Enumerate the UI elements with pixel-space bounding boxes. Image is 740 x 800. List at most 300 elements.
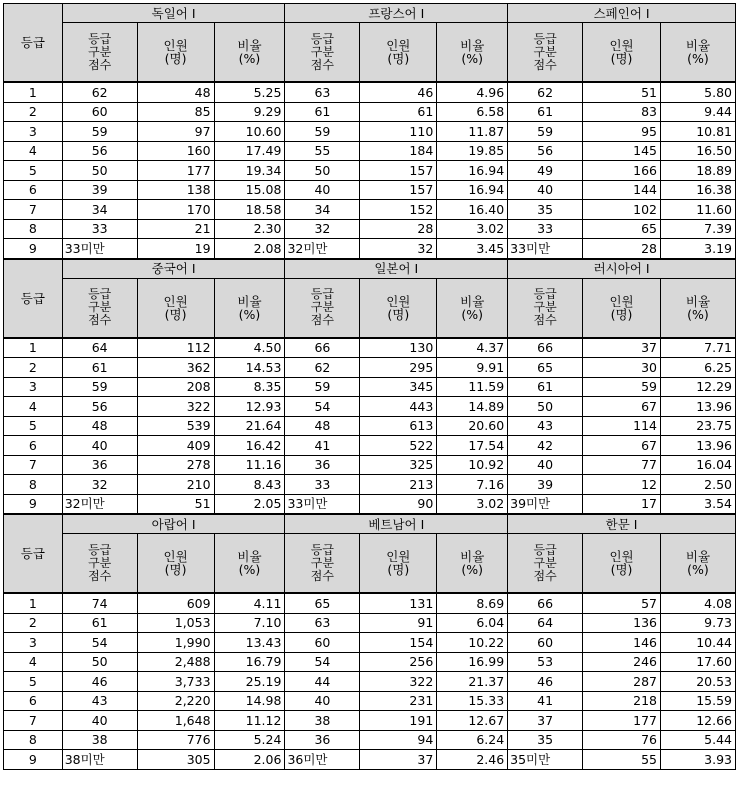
count-cell: 28: [360, 219, 437, 239]
ratio-cell: 3.02: [437, 219, 508, 239]
count-header: [360, 23, 437, 83]
score-cell: 39: [508, 475, 583, 495]
ratio-cell: 16.94: [437, 180, 508, 200]
score-cell: 35: [508, 730, 583, 750]
table-row: [4, 122, 736, 142]
grade-cell: 6: [4, 691, 63, 711]
count-cell: 136: [583, 613, 661, 633]
grade-cell: 1: [4, 338, 63, 358]
ratio-cell: 17.49: [214, 141, 285, 161]
score-cutoff-header: [285, 534, 360, 594]
ratio-cell: 9.29: [214, 102, 285, 122]
count-header-line: 인원: [609, 38, 634, 53]
grade-cell: 7: [4, 455, 63, 475]
count-cell: 613: [360, 416, 437, 436]
ratio-cell: 16.99: [437, 652, 508, 672]
ratio-cell: 7.10: [214, 613, 285, 633]
ratio-cell: 6.25: [661, 358, 736, 378]
ratio-header-line: 비율: [685, 38, 711, 53]
score-cutoff-header-line: 등급: [533, 31, 557, 46]
count-header-line: 인원: [163, 293, 188, 309]
count-cell: 1,990: [137, 633, 214, 653]
score-cell: 50: [62, 652, 137, 672]
score-cell: 53: [508, 652, 583, 672]
ratio-cell: 4.11: [214, 593, 285, 613]
subject-header: 러시아어 Ⅰ: [508, 259, 736, 279]
ratio-cell: 10.81: [661, 122, 736, 142]
ratio-cell: 23.75: [661, 416, 736, 436]
ratio-cell: 4.08: [661, 593, 736, 613]
ratio-header-line: 비율: [237, 293, 262, 309]
score-cell: 32: [62, 475, 137, 495]
count-header-line: (명): [387, 562, 410, 577]
count-cell: 166: [583, 161, 661, 181]
table-row: [4, 102, 736, 122]
table-row: [4, 475, 736, 495]
count-cell: 146: [583, 633, 661, 653]
ratio-cell: 16.50: [661, 141, 736, 161]
ratio-cell: 11.60: [661, 200, 736, 220]
ratio-cell: 25.19: [214, 672, 285, 692]
grade-cell: 9: [4, 750, 63, 770]
count-cell: 144: [583, 180, 661, 200]
ratio-cell: 14.89: [437, 397, 508, 417]
score-cell: 59: [285, 122, 360, 142]
ratio-cell: 3.54: [661, 494, 736, 514]
score-cell: 39: [62, 180, 137, 200]
score-cutoff-header-line: 등급: [533, 287, 557, 301]
ratio-header: [661, 278, 736, 338]
count-header: [137, 278, 214, 338]
grade-cell: 8: [4, 219, 63, 239]
count-cell: 97: [137, 122, 214, 142]
count-cell: 231: [360, 691, 437, 711]
count-header-line: (명): [610, 562, 633, 577]
count-cell: 213: [360, 475, 437, 495]
score-cell: 37: [508, 711, 583, 731]
grade-cell: 2: [4, 102, 63, 122]
count-cell: 28: [583, 239, 661, 259]
count-cell: 210: [137, 475, 214, 495]
score-cutoff-header-line: 점수: [88, 313, 112, 327]
score-cell: 40: [62, 711, 137, 731]
score-cutoff-header-line: 구분: [88, 555, 112, 570]
count-header: [583, 23, 661, 83]
count-cell: 322: [137, 397, 214, 417]
table-row: [4, 219, 736, 239]
table-row: [4, 613, 736, 633]
ratio-cell: 18.58: [214, 200, 285, 220]
subject-header: 일본어 Ⅰ: [285, 259, 508, 279]
count-cell: 145: [583, 141, 661, 161]
score-cell: 38미만: [62, 750, 137, 770]
ratio-header-line: (%): [238, 51, 261, 66]
grade-cell: 3: [4, 633, 63, 653]
score-cell: 39미만: [508, 494, 583, 514]
score-cell: 62: [508, 82, 583, 102]
score-cell: 36: [285, 455, 360, 475]
score-cell: 59: [62, 377, 137, 397]
count-cell: 110: [360, 122, 437, 142]
score-cell: 61: [62, 613, 137, 633]
score-cell: 50: [508, 397, 583, 417]
subject-title-row: [4, 514, 736, 534]
grade-cell: 1: [4, 82, 63, 102]
grade-cell: 8: [4, 475, 63, 495]
score-cell: 33: [62, 219, 137, 239]
grade-cell: 4: [4, 141, 63, 161]
grade-cell: 7: [4, 711, 63, 731]
count-cell: 157: [360, 161, 437, 181]
score-cell: 41: [285, 436, 360, 456]
count-cell: 61: [360, 102, 437, 122]
ratio-cell: 5.25: [214, 82, 285, 102]
ratio-cell: 3.93: [661, 750, 736, 770]
table-row: [4, 750, 736, 770]
table-row: [4, 593, 736, 613]
count-cell: 152: [360, 200, 437, 220]
score-cell: 32: [285, 219, 360, 239]
count-header-line: 인원: [163, 549, 188, 564]
count-cell: 94: [360, 730, 437, 750]
score-cell: 61: [285, 102, 360, 122]
score-cutoff-header: [285, 23, 360, 83]
score-cell: 56: [62, 397, 137, 417]
ratio-cell: 7.39: [661, 219, 736, 239]
count-cell: 131: [360, 593, 437, 613]
score-cell: 36: [285, 730, 360, 750]
score-cell: 46: [62, 672, 137, 692]
score-cell: 34: [62, 200, 137, 220]
count-cell: 51: [583, 82, 661, 102]
ratio-cell: 4.50: [214, 338, 285, 358]
grade-cell: 1: [4, 593, 63, 613]
ratio-header: [437, 23, 508, 83]
ratio-cell: 16.42: [214, 436, 285, 456]
ratio-cell: 13.96: [661, 397, 736, 417]
table-row: [4, 633, 736, 653]
subject-header: 아랍어 Ⅰ: [62, 514, 285, 534]
count-cell: 609: [137, 593, 214, 613]
ratio-cell: 2.05: [214, 494, 285, 514]
count-cell: 21: [137, 219, 214, 239]
score-cutoff-header: [62, 278, 137, 338]
ratio-cell: 5.44: [661, 730, 736, 750]
score-cell: 74: [62, 593, 137, 613]
grade-cell: 9: [4, 494, 63, 514]
table-row: [4, 377, 736, 397]
count-cell: 59: [583, 377, 661, 397]
ratio-header-line: 비율: [460, 549, 485, 564]
ratio-cell: 14.53: [214, 358, 285, 378]
table-row: [4, 161, 736, 181]
score-cutoff-header: [62, 23, 137, 83]
ratio-header-line: 비율: [237, 549, 262, 564]
table-row: [4, 338, 736, 358]
ratio-cell: 21.64: [214, 416, 285, 436]
count-cell: 409: [137, 436, 214, 456]
count-cell: 325: [360, 455, 437, 475]
ratio-cell: 11.12: [214, 711, 285, 731]
count-cell: 112: [137, 338, 214, 358]
grade-cell: 5: [4, 416, 63, 436]
count-cell: 246: [583, 652, 661, 672]
ratio-cell: 10.44: [661, 633, 736, 653]
count-cell: 184: [360, 141, 437, 161]
score-cutoff-header-line: 점수: [533, 568, 557, 583]
score-cutoff-header-line: 점수: [310, 57, 334, 72]
score-cell: 35미만: [508, 750, 583, 770]
score-cutoff-header-line: 점수: [310, 313, 334, 327]
score-cutoff-header: [508, 23, 583, 83]
score-cutoff-header-line: 등급: [88, 287, 112, 301]
score-cell: 59: [62, 122, 137, 142]
count-cell: 177: [583, 711, 661, 731]
count-cell: 95: [583, 122, 661, 142]
ratio-cell: 15.59: [661, 691, 736, 711]
ratio-cell: 11.59: [437, 377, 508, 397]
score-cell: 54: [62, 633, 137, 653]
count-cell: 130: [360, 338, 437, 358]
ratio-header: [661, 534, 736, 594]
grade-cell: 5: [4, 161, 63, 181]
ratio-cell: 19.85: [437, 141, 508, 161]
ratio-header-line: (%): [687, 306, 709, 322]
ratio-cell: 20.53: [661, 672, 736, 692]
subject-header: 한문 Ⅰ: [508, 514, 736, 534]
score-cell: 66: [508, 593, 583, 613]
ratio-header-line: (%): [238, 306, 261, 322]
count-cell: 362: [137, 358, 214, 378]
subject-header: 베트남어 Ⅰ: [285, 514, 508, 534]
table-row: [4, 82, 736, 102]
count-cell: 218: [583, 691, 661, 711]
count-cell: 345: [360, 377, 437, 397]
ratio-cell: 19.34: [214, 161, 285, 181]
score-cutoff-header-line: 등급: [88, 542, 112, 557]
score-cutoff-header-line: 등급: [533, 542, 557, 557]
count-cell: 2,488: [137, 652, 214, 672]
count-header: [360, 278, 437, 338]
ratio-cell: 16.79: [214, 652, 285, 672]
ratio-cell: 5.24: [214, 730, 285, 750]
grade-column-header: 등급: [4, 514, 63, 593]
table-row: [4, 494, 736, 514]
grade-cell: 6: [4, 436, 63, 456]
score-cutoff-header-line: 등급: [310, 542, 334, 557]
score-cell: 59: [285, 377, 360, 397]
ratio-cell: 4.96: [437, 82, 508, 102]
count-cell: 91: [360, 613, 437, 633]
score-cutoff-header-line: 구분: [533, 555, 557, 570]
ratio-cell: 20.60: [437, 416, 508, 436]
count-cell: 57: [583, 593, 661, 613]
score-cell: 54: [285, 652, 360, 672]
score-cutoff-header-line: 점수: [533, 313, 557, 327]
table-row: [4, 455, 736, 475]
ratio-cell: 17.60: [661, 652, 736, 672]
ratio-header-line: 비율: [460, 38, 485, 53]
table-body: [4, 4, 736, 770]
ratio-cell: 11.87: [437, 122, 508, 142]
ratio-cell: 10.92: [437, 455, 508, 475]
ratio-header-line: 비율: [460, 293, 485, 309]
table-row: [4, 730, 736, 750]
ratio-cell: 13.43: [214, 633, 285, 653]
score-cell: 63: [285, 82, 360, 102]
ratio-cell: 12.29: [661, 377, 736, 397]
ratio-cell: 9.91: [437, 358, 508, 378]
count-cell: 170: [137, 200, 214, 220]
column-header-row: [4, 23, 736, 83]
count-cell: 208: [137, 377, 214, 397]
count-cell: 157: [360, 180, 437, 200]
score-cell: 56: [508, 141, 583, 161]
score-cell: 55: [285, 141, 360, 161]
count-header: [137, 534, 214, 594]
ratio-header: [214, 278, 285, 338]
ratio-cell: 7.16: [437, 475, 508, 495]
score-cell: 33: [285, 475, 360, 495]
count-cell: 295: [360, 358, 437, 378]
ratio-cell: 8.35: [214, 377, 285, 397]
ratio-cell: 4.37: [437, 338, 508, 358]
table-row: [4, 200, 736, 220]
score-cell: 65: [508, 358, 583, 378]
count-cell: 154: [360, 633, 437, 653]
ratio-header-line: (%): [461, 51, 484, 66]
count-header: [583, 534, 661, 594]
ratio-cell: 2.08: [214, 239, 285, 259]
grade-cell: 4: [4, 652, 63, 672]
ratio-cell: 8.43: [214, 475, 285, 495]
grade-cell: 5: [4, 672, 63, 692]
count-cell: 83: [583, 102, 661, 122]
ratio-cell: 9.44: [661, 102, 736, 122]
count-header-line: 인원: [609, 549, 634, 564]
ratio-cell: 6.24: [437, 730, 508, 750]
count-cell: 67: [583, 397, 661, 417]
score-cutoff-header: [285, 278, 360, 338]
table-row: [4, 711, 736, 731]
score-cutoff-header-line: 등급: [88, 31, 112, 46]
count-header-line: 인원: [163, 38, 188, 53]
count-header-line: (명): [164, 51, 187, 66]
count-cell: 138: [137, 180, 214, 200]
subject-title-row: [4, 259, 736, 279]
table-row: [4, 672, 736, 692]
score-cell: 48: [285, 416, 360, 436]
ratio-cell: 5.80: [661, 82, 736, 102]
ratio-cell: 3.02: [437, 494, 508, 514]
ratio-cell: 16.04: [661, 455, 736, 475]
table-row: [4, 652, 736, 672]
score-cell: 63: [285, 613, 360, 633]
count-cell: 191: [360, 711, 437, 731]
count-cell: 539: [137, 416, 214, 436]
grade-cell: 2: [4, 613, 63, 633]
grade-cell: 8: [4, 730, 63, 750]
grade-cell: 9: [4, 239, 63, 259]
score-cell: 40: [285, 180, 360, 200]
count-cell: 1,053: [137, 613, 214, 633]
grade-cell: 3: [4, 377, 63, 397]
score-cutoff-header-line: 점수: [533, 57, 557, 72]
table-row: [4, 180, 736, 200]
grade-cutoff-table: [3, 3, 736, 770]
count-cell: 51: [137, 494, 214, 514]
count-cell: 114: [583, 416, 661, 436]
count-header-line: (명): [164, 306, 187, 322]
score-cell: 41: [508, 691, 583, 711]
score-cell: 42: [508, 436, 583, 456]
count-header-line: 인원: [386, 549, 411, 564]
ratio-header-line: 비율: [685, 549, 711, 564]
grade-cell: 7: [4, 200, 63, 220]
count-cell: 32: [360, 239, 437, 259]
score-cell: 44: [285, 672, 360, 692]
count-header: [583, 278, 661, 338]
count-cell: 76: [583, 730, 661, 750]
count-header: [360, 534, 437, 594]
ratio-cell: 12.93: [214, 397, 285, 417]
ratio-cell: 8.69: [437, 593, 508, 613]
count-cell: 256: [360, 652, 437, 672]
score-cell: 59: [508, 122, 583, 142]
table-row: [4, 436, 736, 456]
score-cell: 36미만: [285, 750, 360, 770]
count-cell: 160: [137, 141, 214, 161]
count-cell: 90: [360, 494, 437, 514]
score-cell: 62: [62, 82, 137, 102]
ratio-cell: 17.54: [437, 436, 508, 456]
score-cell: 40: [285, 691, 360, 711]
grade-column-header: 등급: [4, 4, 63, 83]
count-cell: 37: [360, 750, 437, 770]
ratio-header-line: 비율: [685, 293, 711, 309]
score-cell: 61: [508, 102, 583, 122]
score-cell: 46: [508, 672, 583, 692]
ratio-cell: 16.94: [437, 161, 508, 181]
ratio-header-line: (%): [687, 51, 709, 66]
score-cell: 66: [508, 338, 583, 358]
ratio-cell: 11.16: [214, 455, 285, 475]
table-row: [4, 397, 736, 417]
count-cell: 177: [137, 161, 214, 181]
count-cell: 30: [583, 358, 661, 378]
ratio-cell: 6.58: [437, 102, 508, 122]
score-cell: 33미만: [62, 239, 137, 259]
ratio-header-line: (%): [687, 562, 709, 577]
table-row: [4, 239, 736, 259]
count-cell: 46: [360, 82, 437, 102]
count-cell: 522: [360, 436, 437, 456]
count-header-line: (명): [164, 562, 187, 577]
score-cutoff-header-line: 구분: [310, 300, 334, 314]
subject-title-row: [4, 4, 736, 23]
ratio-cell: 3.45: [437, 239, 508, 259]
ratio-cell: 2.06: [214, 750, 285, 770]
count-header-line: (명): [387, 51, 410, 66]
score-cutoff-header-line: 구분: [533, 44, 557, 59]
count-cell: 12: [583, 475, 661, 495]
count-header-line: (명): [610, 306, 633, 322]
score-cell: 56: [62, 141, 137, 161]
ratio-cell: 16.38: [661, 180, 736, 200]
score-cell: 60: [285, 633, 360, 653]
score-cutoff-header-line: 구분: [533, 300, 557, 314]
score-cutoff-header-line: 점수: [88, 568, 112, 583]
